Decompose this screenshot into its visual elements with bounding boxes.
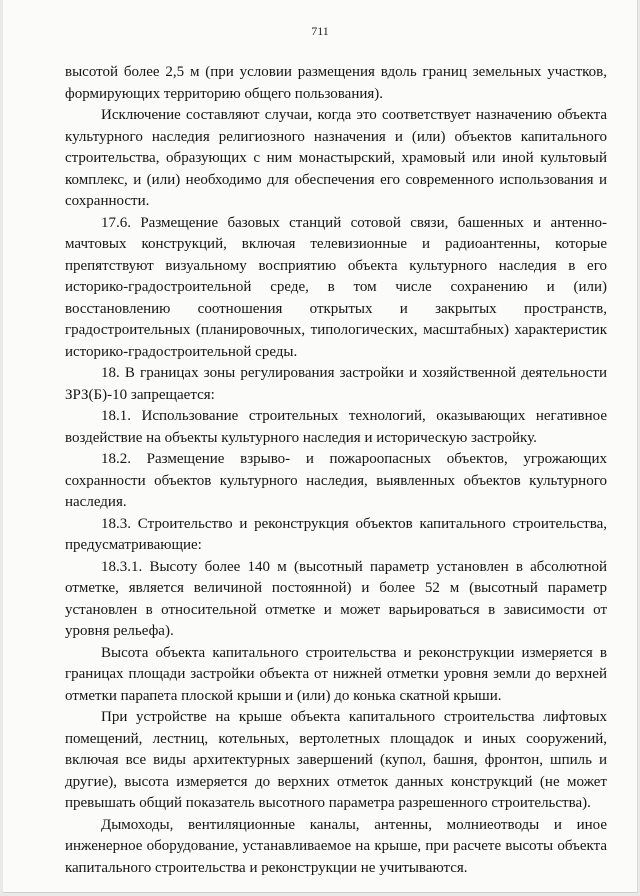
page-body	[65, 62, 607, 879]
paragraph-18-3-1: 18.3.1. Высоту более 140 м (высотный параметр установлен в абсолютной отметке, является величиной постоянной) и более 52 м (высотный параметр установлен в относительной отметке и может варьироваться в зависимости от уровня рельефа).	[65, 558, 607, 639]
document-page	[3, 0, 638, 893]
paragraph-religious-exception: Исключение составляют случаи, когда это соответствует назначению объекта культурного наследия религиозного назначения и (или) объектов капитального строительства, образующих с ним монастырский, храмовый или иной культовый комплекс, и (или) необходимо для обеспечения его современного использования и сохранности.	[65, 107, 607, 209]
page-number: 711	[311, 24, 329, 38]
paragraph-height-limit-continuation: высотой более 2,5 м (при условии размещения вдоль границ земельных участков, формирующих территорию общего пользования).	[65, 64, 607, 102]
paragraph-roof-structures: При устройстве на крыше объекта капитального строительства лифтовых помещений, лестниц, котельных, вертолетных площадок и иных сооружений, включая все виды архитектурных завершений (купол, башня, фронтон, шпиль и другие), высота измеряется до верхних отметок данных конструкций (не может превышать общий показатель высотного параметра разрешенного строительства).	[65, 709, 607, 811]
paragraph-17-6: 17.6. Размещение базовых станций сотовой связи, башенных и антенно-мачтовых конструкций, включая телевизионные и радиоантенны, которые препятствуют визуальному восприятию объекта культурного наследия в его историко-градостроительной среде, в том числе сохранению и (или) восстановлению соотношения открытых и закрытых пространств, градостроительных (планировочных, типологических, масштабных) характеристик историко-градостроительной среды.	[65, 214, 607, 360]
paragraph-roof-equipment: Дымоходы, вентиляционные каналы, антенны, молниеотводы и иное инженерное оборудование, устанавливаемое на крыше, при расчете высоты объекта капитального строительства и реконструкции не учитываются.	[65, 816, 607, 876]
paragraph-18-1: 18.1. Использование строительных технологий, оказывающих негативное воздействие на объекты культурного наследия и историческую застройку.	[65, 408, 607, 446]
paragraph-18-2: 18.2. Размещение взрыво- и пожароопасных объектов, угрожающих сохранности объектов культурного наследия, выявленных объектов культурного наследия.	[65, 451, 607, 510]
paragraph-18-3: 18.3. Строительство и реконструкция объектов капитального строительства, предусматривающие:	[65, 515, 607, 553]
paragraph-18: 18. В границах зоны регулирования застройки и хозяйственной деятельности ЗРЗ(Б)-10 запрещается:	[65, 365, 607, 403]
paragraph-height-measurement: Высота объекта капитального строительства и реконструкции измеряется в границах площади застройки объекта от нижней отметки уровня земли до верхней отметки парапета плоской крыши и (или) до конька скатной крыши.	[65, 644, 607, 704]
